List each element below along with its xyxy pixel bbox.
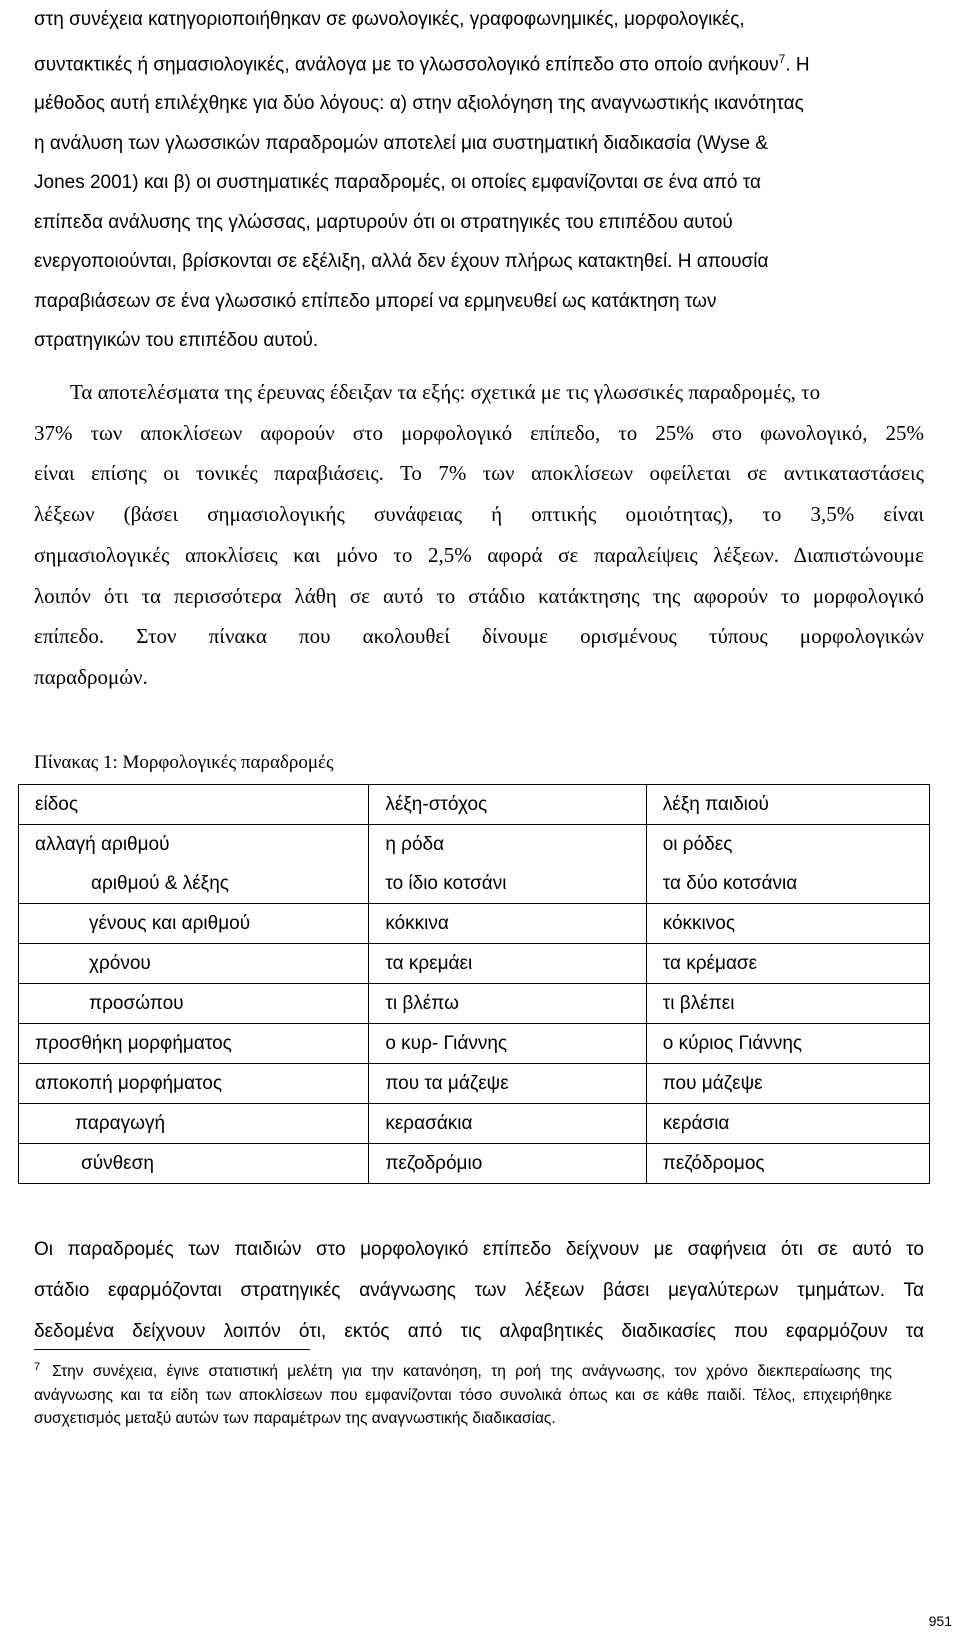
table-cell: τα κρέμασε [646,944,929,984]
table-cell: πεζοδρόμιο [369,1144,646,1184]
header-cell: λέξη-στόχος [369,785,646,825]
table-cell: παραγωγή [19,1104,369,1144]
table-cell: αλλαγή αριθμού [19,825,369,865]
text-line: λέξεων (βάσει σημασιολογικής συνάφειας ή οπτικής ομοιότητας), το 3,5% είναι [34,502,924,527]
table-cell: χρόνου [19,944,369,984]
table-cell: ο κύριος Γιάννης [646,1024,929,1064]
table-row [19,904,930,944]
table-cell: κόκκινος [646,904,929,944]
footnote-separator [34,1349,310,1350]
text-line: συντακτικές ή σημασιολογικές, ανάλογα με το γλωσσολογικό επίπεδο στο οποίο ανήκουν$^7$. Η [34,51,810,75]
table-cell: η ρόδα [369,825,646,865]
table-cell: που τα μάζεψε [369,1064,646,1104]
table-header-row [19,785,930,825]
paragraph-results [34,372,924,698]
text-line: μέθοδος αυτή επιλέχθηκε για δύο λόγους: α) στην αξιολόγηση της αναγνωστικής ικανότητας [34,93,804,115]
text-line: η ανάλυση των γλωσσικών παραδρομών αποτελεί μια συστηματική διαδικασία (Wyse & [34,132,768,154]
table-cell: πεζόδρομος [646,1144,929,1184]
text-line: Τα αποτελέσματα της έρευνας έδειξαν τα εξής: σχετικά με τις γλωσσικές παραδρομές, το [70,380,821,404]
table-cell: σύνθεση [19,1144,369,1184]
text-line: στη συνέχεια κατηγοριοποιήθηκαν σε φωνολογικές, γραφοφωνημικές, μορφολογικές, [34,9,745,30]
table-row [19,864,930,904]
table-cell: κόκκινα [369,904,646,944]
table-cell: κερασάκια [369,1104,646,1144]
table-row [19,944,930,984]
footnote-text: Στην συνέχεια, έγινε στατιστική μελέτη για την κατανόηση, τη ροή της ανάγνωσης, τον χρόνο διεκπεραίωσης της ανάγνωσης και τα είδη των αποκλίσεων που εμφανίζονται τόσο συνολικά όπως και σε κάθε παιδί. Τέλος, επιχειρήθηκε συσχετισμός μεταξύ αυτών των παραμέτρων της αναγνωστικής διαδικασίας. [34,1363,892,1428]
table-cell: αποκοπή μορφήματος [19,1064,369,1104]
text-line: παραδρομών. [34,664,148,689]
table-row [19,1064,930,1104]
table-cell: οι ρόδες [646,825,929,865]
table-row [19,1144,930,1184]
page-number: 951 [928,1613,952,1629]
text-line: σημασιολογικές αποκλίσεις και μόνο το 2,5% αφορά σε παραλείψεις λέξεων. Διαπιστώνουμε [34,542,924,567]
paragraph-conclusion [34,1229,924,1352]
table-cell: κεράσια [646,1104,929,1144]
table-cell: ο κυρ- Γιάννης [369,1024,646,1064]
footnote-ref[interactable]: 7 [778,51,786,66]
table-cell: τα δύο κοτσάνια [646,864,929,904]
table-row [19,825,930,865]
table-cell: τα κρεμάει [369,944,646,984]
text-line: ενεργοποιούνται, βρίσκονται σε εξέλιξη, αλλά δεν έχουν πλήρως κατακτηθεί. Η απουσία [34,251,769,273]
table-cell: που μάζεψε [646,1064,929,1104]
text-line: επίπεδο. Στον πίνακα που ακολουθεί δίνουμε ορισμένους τύπους μορφολογικών [34,624,924,649]
table-cell: αριθμού & λέξης [19,864,369,904]
header-cell: είδος [19,785,369,825]
text-line: Jones 2001) και β) οι συστηματικές παραδρομές, οι οποίες εμφανίζονται σε ένα από τα [34,172,761,194]
table-cell: γένους και αριθμού [19,904,369,944]
table-cell: τι βλέπει [646,984,929,1024]
text-line: είναι επίσης οι τονικές παραβιάσεις. Το 7% των αποκλίσεων οφείλεται σε αντικαταστάσεις [34,461,924,486]
text-line: Οι παραδρομές των παιδιών στο μορφολογικό επίπεδο δείχνουν με σαφήνεια ότι σε αυτό το [34,1239,924,1260]
text-line: στρατηγικών του επιπέδου αυτού. [34,330,319,352]
header-cell: λέξη παιδιού [646,785,929,825]
text-line: 37% των αποκλίσεων αφορούν στο μορφολογικό επίπεδο, το 25% στο φωνολογικό, 25% [34,420,924,445]
morphology-table [18,784,930,1184]
text-line: παραβιάσεων σε ένα γλωσσικό επίπεδο μπορεί να ερμηνευθεί ως κατάκτηση των [34,290,717,312]
table-row [19,1024,930,1064]
text-line: δεδομένα δείχνουν λοιπόν ότι, εκτός από τις αλφαβητικές διαδικασίες που εφαρμόζουν τα [34,1321,924,1342]
table-cell: προσώπου [19,984,369,1024]
paragraph-method [34,0,924,361]
footnote-number: 7 [34,1361,41,1373]
table-caption: Πίνακας 1: Μορφολογικές παραδρομές [34,752,334,773]
table-row [19,984,930,1024]
footnote [34,1356,892,1431]
table-cell: τι βλέπω [369,984,646,1024]
text-line: στάδιο εφαρμόζονται στρατηγικές ανάγνωσης των λέξεων βάσει μεγαλύτερων τμημάτων. Τα [34,1280,924,1301]
table-row [19,1104,930,1144]
table-cell: το ίδιο κοτσάνι [369,864,646,904]
table-cell: προσθήκη μορφήματος [19,1024,369,1064]
text-line: λοιπόν ότι τα περισσότερα λάθη σε αυτό το στάδιο κατάκτησης της αφορούν το μορφολογικό [34,583,924,608]
text-line: επίπεδα ανάλυσης της γλώσσας, μαρτυρούν ότι οι στρατηγικές του επιπέδου αυτού [34,211,733,233]
